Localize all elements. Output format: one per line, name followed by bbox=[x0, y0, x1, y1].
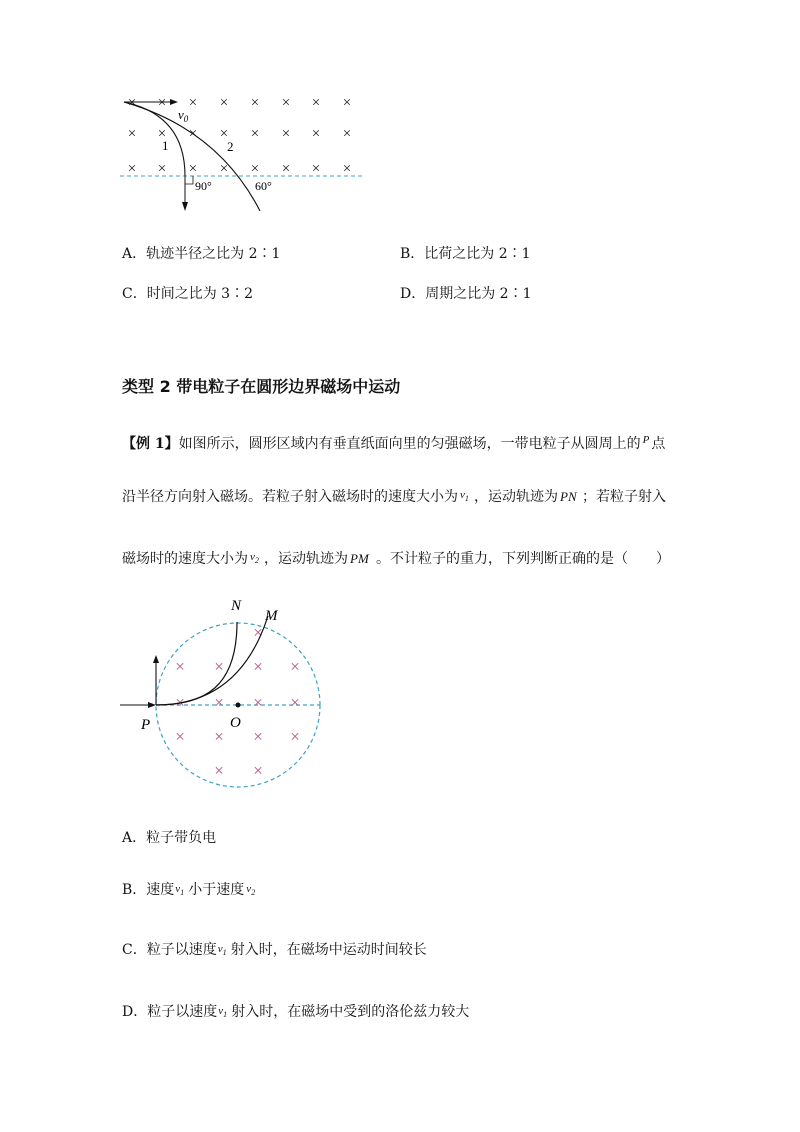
field-cross: × bbox=[214, 761, 224, 780]
v1-symbol: $v_1$ bbox=[218, 1005, 228, 1020]
field-cross: × bbox=[214, 657, 224, 676]
v0-arrowhead bbox=[170, 99, 178, 105]
force-arrowhead bbox=[153, 655, 159, 663]
label-p: P bbox=[141, 717, 151, 733]
example-tag: 【例 1】 bbox=[122, 436, 179, 452]
q1-option-d: D．周期之比为 2∶1 bbox=[400, 286, 532, 302]
section-title: 类型 2 带电粒子在圆形边界磁场中运动 bbox=[122, 377, 401, 396]
field-cross: × bbox=[250, 95, 260, 111]
v0-label: $v_0$ bbox=[178, 107, 189, 124]
trajectory-2-label: 2 bbox=[227, 139, 234, 154]
angle-60-label: 60° bbox=[255, 179, 272, 193]
field-cross: × bbox=[342, 95, 352, 111]
q2-option-a: A．粒子带负电 bbox=[122, 830, 217, 846]
field-cross: × bbox=[290, 657, 300, 676]
q1-option-c: C．时间之比为 3∶2 bbox=[122, 286, 253, 302]
v1-symbol: $v_1$ bbox=[460, 489, 469, 504]
field-cross: × bbox=[281, 95, 291, 111]
field-cross: × bbox=[253, 727, 263, 746]
field-cross: × bbox=[214, 727, 224, 746]
field-cross: × bbox=[188, 95, 198, 111]
field-cross: × bbox=[253, 693, 263, 712]
field-cross: × bbox=[175, 693, 185, 712]
magnetic-field-crosses bbox=[175, 623, 300, 780]
example-line-2: 沿半径方向射入磁场。若粒子射入磁场时的速度大小为 $v_1$ ，运动轨迹为 PN ；若粒子射入 bbox=[122, 489, 666, 505]
field-cross: × bbox=[219, 95, 229, 111]
field-cross: × bbox=[311, 161, 321, 177]
field-cross: × bbox=[253, 623, 263, 642]
field-cross: × bbox=[188, 161, 198, 177]
figure-1-diagram bbox=[110, 85, 380, 215]
q1-option-a: A．轨迹半径之比为 2∶1 bbox=[122, 246, 281, 262]
field-cross: × bbox=[175, 727, 185, 746]
field-cross: × bbox=[214, 693, 224, 712]
v1-symbol: $v_1$ bbox=[175, 883, 185, 898]
field-cross: × bbox=[127, 126, 137, 142]
trajectory-pm bbox=[156, 616, 268, 705]
field-cross: × bbox=[157, 161, 167, 177]
field-cross: × bbox=[219, 126, 229, 142]
field-cross: × bbox=[311, 95, 321, 111]
field-cross: × bbox=[342, 126, 352, 142]
label-m: M bbox=[265, 608, 278, 624]
q2-option-d: D．粒子以速度 $v_1$ 射入时，在磁场中受到的洛伦兹力较大 bbox=[122, 1004, 470, 1020]
trajectory-2 bbox=[124, 102, 260, 211]
field-cross: × bbox=[219, 161, 229, 177]
angle-90-label: 90° bbox=[195, 179, 212, 193]
field-cross: × bbox=[250, 161, 260, 177]
pm-symbol: PM bbox=[350, 551, 369, 566]
field-cross: × bbox=[342, 161, 352, 177]
incoming-arrowhead bbox=[148, 702, 156, 708]
trajectory-pn bbox=[156, 622, 237, 705]
v1-symbol: $v_1$ bbox=[217, 943, 227, 958]
field-cross: × bbox=[281, 126, 291, 142]
q2-option-c: C．粒子以速度 $v_1$ 射入时，在磁场中运动时间较长 bbox=[122, 942, 427, 958]
trajectory-1-arrowhead bbox=[182, 202, 188, 211]
figure-2-diagram bbox=[115, 592, 345, 812]
field-cross: × bbox=[281, 161, 291, 177]
right-angle-mark bbox=[185, 176, 193, 184]
point-p-ref: P bbox=[642, 434, 650, 446]
field-cross: × bbox=[157, 126, 167, 142]
q1-option-b: B．比荷之比为 2∶1 bbox=[400, 246, 531, 262]
field-cross: × bbox=[250, 126, 260, 142]
field-cross: × bbox=[127, 95, 137, 111]
field-cross: × bbox=[127, 161, 137, 177]
field-cross: × bbox=[175, 657, 185, 676]
q2-option-b: B．速度 $v_1$ 小于速度 $v_2$ bbox=[122, 882, 256, 898]
field-cross: × bbox=[157, 95, 167, 111]
field-cross: × bbox=[290, 727, 300, 746]
example-line-1: 【例 1】如图所示，圆形区域内有垂直纸面向里的匀强磁场，一带电粒子从圆周上的 $^P$ 点 bbox=[122, 434, 666, 452]
pn-symbol: PN bbox=[560, 489, 577, 504]
field-cross: × bbox=[253, 657, 263, 676]
v2-symbol: $v_2$ bbox=[246, 883, 256, 898]
field-cross: × bbox=[290, 693, 300, 712]
trajectory-1-label: 1 bbox=[162, 138, 169, 153]
magnetic-field-crosses bbox=[128, 95, 351, 177]
field-cross: × bbox=[188, 126, 198, 142]
field-cross: × bbox=[311, 126, 321, 142]
field-cross: × bbox=[253, 761, 263, 780]
example-line-3: 磁场时的速度大小为 $v_2$ ，运动轨迹为 PM 。不计粒子的重力，下列判断正确的是（ ） bbox=[122, 551, 670, 567]
v2-symbol: $v_2$ bbox=[250, 551, 259, 566]
label-o: O bbox=[230, 715, 241, 731]
label-n: N bbox=[231, 598, 242, 614]
center-point-o bbox=[236, 703, 241, 708]
